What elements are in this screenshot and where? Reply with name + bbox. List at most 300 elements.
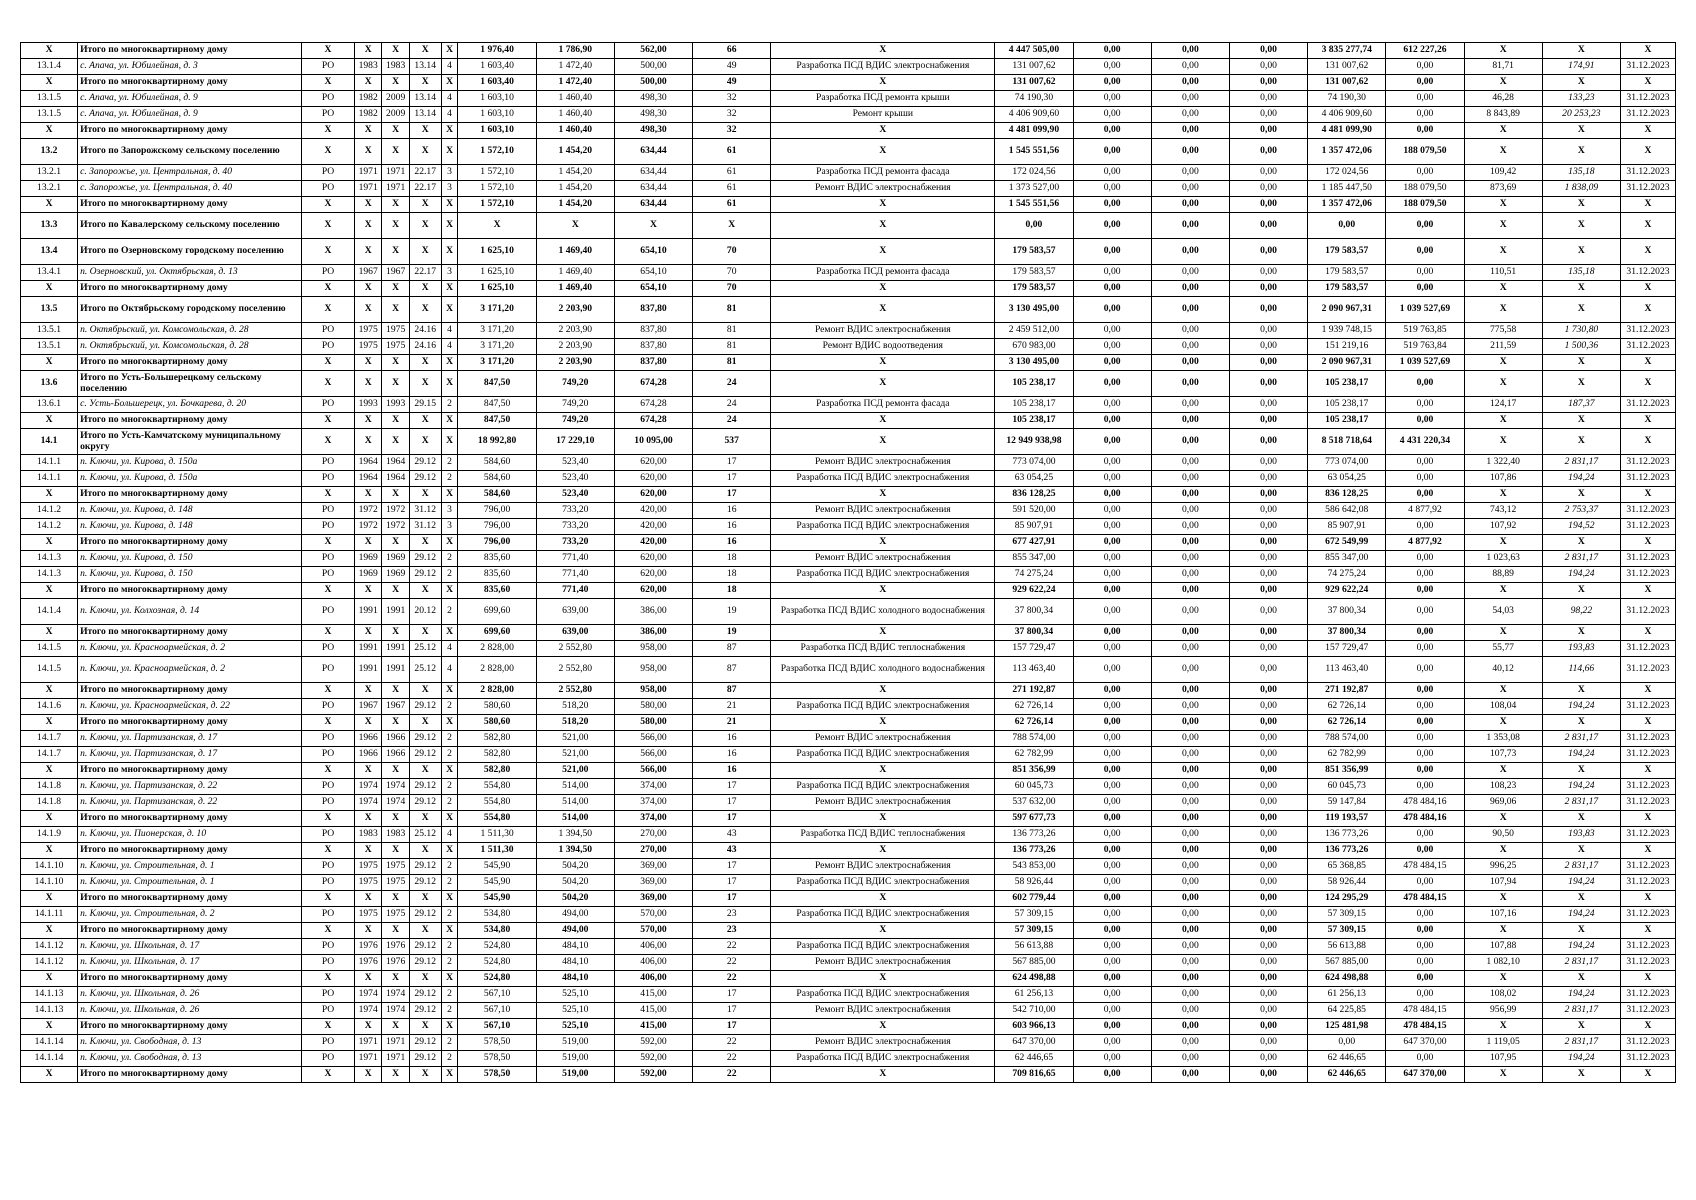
- floors-count-cell: 2: [441, 1051, 458, 1067]
- regional-funds-cell: 0,00: [1151, 567, 1229, 583]
- work-type-cell: Разработка ПСД ВДИС электроснабжения: [771, 939, 995, 955]
- regional-funds-cell: 0,00: [1151, 599, 1229, 625]
- row-number-cell: 13.6: [21, 371, 78, 397]
- deadline-cell: 31.12.2023: [1620, 641, 1675, 657]
- total-area-cell: 699,60: [458, 599, 536, 625]
- year-renovated-cell: X: [382, 625, 409, 641]
- residents-count-cell: 32: [693, 91, 771, 107]
- work-type-cell: Разработка ПСД ВДИС электроснабжения: [771, 567, 995, 583]
- wall-material-code-cell: 13.14: [409, 59, 441, 75]
- local-funds-cell: 0,00: [1229, 1003, 1307, 1019]
- residential-area-cell: 1 454,20: [536, 181, 614, 197]
- local-funds-cell: 0,00: [1229, 213, 1307, 239]
- nonresidential-area-cell: 958,00: [614, 683, 692, 699]
- other-funds-cell: 0,00: [1386, 487, 1464, 503]
- max-unit-cost-cell: 2 831,17: [1542, 1003, 1620, 1019]
- local-funds-cell: 0,00: [1229, 239, 1307, 265]
- floors-count-cell: 2: [441, 397, 458, 413]
- deadline-cell: X: [1620, 843, 1675, 859]
- local-funds-cell: 0,00: [1229, 123, 1307, 139]
- work-type-cell: Разработка ПСД ВДИС электроснабжения: [771, 779, 995, 795]
- year-built-cell: X: [354, 297, 381, 323]
- year-renovated-cell: X: [382, 281, 409, 297]
- status-code-cell: X: [302, 75, 355, 91]
- owners-funds-cell: 62 726,14: [1308, 699, 1386, 715]
- year-built-cell: 1969: [354, 567, 381, 583]
- other-funds-cell: 188 079,50: [1386, 139, 1464, 165]
- unit-cost-cell: X: [1464, 123, 1542, 139]
- residential-area-cell: 1 469,40: [536, 239, 614, 265]
- local-funds-cell: 0,00: [1229, 567, 1307, 583]
- year-renovated-cell: X: [382, 429, 409, 455]
- federal-funds-cell: 0,00: [1073, 1051, 1151, 1067]
- work-type-cell: X: [771, 971, 995, 987]
- owners-funds-cell: 3 835 277,74: [1308, 43, 1386, 59]
- residents-count-cell: 22: [693, 971, 771, 987]
- nonresidential-area-cell: 374,00: [614, 811, 692, 827]
- year-built-cell: 1975: [354, 859, 381, 875]
- local-funds-cell: 0,00: [1229, 923, 1307, 939]
- work-type-cell: Разработка ПСД ремонта фасада: [771, 265, 995, 281]
- year-renovated-cell: 1964: [382, 455, 409, 471]
- owners-funds-cell: 37 800,34: [1308, 599, 1386, 625]
- status-code-cell: РО: [302, 1051, 355, 1067]
- residential-area-cell: 749,20: [536, 397, 614, 413]
- nonresidential-area-cell: 570,00: [614, 907, 692, 923]
- work-type-cell: X: [771, 239, 995, 265]
- status-code-cell: X: [302, 625, 355, 641]
- residents-count-cell: 81: [693, 297, 771, 323]
- max-unit-cost-cell: X: [1542, 583, 1620, 599]
- regional-funds-cell: 0,00: [1151, 107, 1229, 123]
- regional-funds-cell: 0,00: [1151, 641, 1229, 657]
- floors-count-cell: 2: [441, 567, 458, 583]
- federal-funds-cell: 0,00: [1073, 763, 1151, 779]
- local-funds-cell: 0,00: [1229, 165, 1307, 181]
- total-area-cell: 578,50: [458, 1067, 536, 1083]
- deadline-cell: 31.12.2023: [1620, 1003, 1675, 1019]
- wall-material-code-cell: X: [409, 715, 441, 731]
- max-unit-cost-cell: 187,37: [1542, 397, 1620, 413]
- wall-material-code-cell: 29.12: [409, 1035, 441, 1051]
- max-unit-cost-cell: X: [1542, 281, 1620, 297]
- residential-area-cell: 1 394,50: [536, 843, 614, 859]
- year-built-cell: 1976: [354, 939, 381, 955]
- floors-count-cell: 4: [441, 107, 458, 123]
- work-type-cell: X: [771, 1019, 995, 1035]
- residential-area-cell: 521,00: [536, 763, 614, 779]
- nonresidential-area-cell: 570,00: [614, 923, 692, 939]
- regional-funds-cell: 0,00: [1151, 875, 1229, 891]
- total-area-cell: 584,60: [458, 471, 536, 487]
- owners-funds-cell: 64 225,85: [1308, 1003, 1386, 1019]
- year-renovated-cell: 1969: [382, 567, 409, 583]
- max-unit-cost-cell: X: [1542, 239, 1620, 265]
- unit-cost-cell: 109,42: [1464, 165, 1542, 181]
- floors-count-cell: 4: [441, 827, 458, 843]
- row-number-cell: 14.1.14: [21, 1051, 78, 1067]
- owners-funds-cell: 172 024,56: [1308, 165, 1386, 181]
- year-renovated-cell: X: [382, 239, 409, 265]
- total-area-cell: 835,60: [458, 551, 536, 567]
- total-area-cell: 3 171,20: [458, 323, 536, 339]
- row-number-cell: 13.5.1: [21, 339, 78, 355]
- federal-funds-cell: 0,00: [1073, 811, 1151, 827]
- total-cost-cell: 157 729,47: [995, 641, 1073, 657]
- max-unit-cost-cell: 194,52: [1542, 519, 1620, 535]
- regional-funds-cell: 0,00: [1151, 715, 1229, 731]
- total-row: [21, 625, 1676, 641]
- year-renovated-cell: 1975: [382, 339, 409, 355]
- local-funds-cell: 0,00: [1229, 811, 1307, 827]
- total-area-cell: 2 828,00: [458, 657, 536, 683]
- table-body: [21, 43, 1676, 1083]
- residents-count-cell: 87: [693, 641, 771, 657]
- federal-funds-cell: 0,00: [1073, 197, 1151, 213]
- deadline-cell: 31.12.2023: [1620, 397, 1675, 413]
- unit-cost-cell: X: [1464, 43, 1542, 59]
- year-renovated-cell: X: [382, 971, 409, 987]
- unit-cost-cell: 775,58: [1464, 323, 1542, 339]
- federal-funds-cell: 0,00: [1073, 397, 1151, 413]
- total-cost-cell: 3 130 495,00: [995, 355, 1073, 371]
- local-funds-cell: 0,00: [1229, 297, 1307, 323]
- nonresidential-area-cell: 674,28: [614, 413, 692, 429]
- year-built-cell: X: [354, 123, 381, 139]
- deadline-cell: X: [1620, 371, 1675, 397]
- federal-funds-cell: 0,00: [1073, 827, 1151, 843]
- year-renovated-cell: X: [382, 43, 409, 59]
- total-row: [21, 429, 1676, 455]
- unit-cost-cell: X: [1464, 923, 1542, 939]
- local-funds-cell: 0,00: [1229, 1051, 1307, 1067]
- residents-count-cell: 17: [693, 487, 771, 503]
- object-address-cell: п. Ключи, ул. Кирова, д. 150: [78, 567, 302, 583]
- total-row: [21, 281, 1676, 297]
- total-cost-cell: 1 545 551,56: [995, 139, 1073, 165]
- unit-cost-cell: 8 843,89: [1464, 107, 1542, 123]
- row-number-cell: 14.1.6: [21, 699, 78, 715]
- other-funds-cell: 0,00: [1386, 91, 1464, 107]
- total-cost-cell: 62 782,99: [995, 747, 1073, 763]
- wall-material-code-cell: X: [409, 239, 441, 265]
- wall-material-code-cell: 29.12: [409, 875, 441, 891]
- object-address-cell: с. Запорожье, ул. Центральная, д. 40: [78, 165, 302, 181]
- floors-count-cell: X: [441, 281, 458, 297]
- deadline-cell: 31.12.2023: [1620, 795, 1675, 811]
- work-type-cell: Разработка ПСД ВДИС электроснабжения: [771, 747, 995, 763]
- object-address-cell: Итого по многоквартирному дому: [78, 971, 302, 987]
- owners-funds-cell: 179 583,57: [1308, 265, 1386, 281]
- work-type-cell: Ремонт ВДИС электроснабжения: [771, 181, 995, 197]
- federal-funds-cell: 0,00: [1073, 371, 1151, 397]
- max-unit-cost-cell: X: [1542, 843, 1620, 859]
- year-built-cell: 1964: [354, 455, 381, 471]
- row-number-cell: X: [21, 123, 78, 139]
- unit-cost-cell: 107,73: [1464, 747, 1542, 763]
- nonresidential-area-cell: 634,44: [614, 197, 692, 213]
- year-built-cell: 1971: [354, 181, 381, 197]
- year-built-cell: X: [354, 1019, 381, 1035]
- object-address-cell: Итого по многоквартирному дому: [78, 413, 302, 429]
- wall-material-code-cell: X: [409, 971, 441, 987]
- year-built-cell: X: [354, 923, 381, 939]
- nonresidential-area-cell: 620,00: [614, 471, 692, 487]
- deadline-cell: 31.12.2023: [1620, 699, 1675, 715]
- max-unit-cost-cell: 135,18: [1542, 165, 1620, 181]
- floors-count-cell: 2: [441, 987, 458, 1003]
- row-number-cell: X: [21, 75, 78, 91]
- nonresidential-area-cell: 369,00: [614, 859, 692, 875]
- owners-funds-cell: 1 939 748,15: [1308, 323, 1386, 339]
- residential-area-cell: 2 552,80: [536, 641, 614, 657]
- object-address-cell: п. Ключи, ул. Строительная, д. 1: [78, 859, 302, 875]
- floors-count-cell: X: [441, 1019, 458, 1035]
- total-area-cell: 545,90: [458, 859, 536, 875]
- row-number-cell: X: [21, 583, 78, 599]
- status-code-cell: РО: [302, 657, 355, 683]
- nonresidential-area-cell: 500,00: [614, 59, 692, 75]
- wall-material-code-cell: 22.17: [409, 181, 441, 197]
- wall-material-code-cell: X: [409, 625, 441, 641]
- owners-funds-cell: 136 773,26: [1308, 827, 1386, 843]
- total-cost-cell: 56 613,88: [995, 939, 1073, 955]
- floors-count-cell: X: [441, 429, 458, 455]
- floors-count-cell: 2: [441, 747, 458, 763]
- work-type-cell: Разработка ПСД ВДИС теплоснабжения: [771, 827, 995, 843]
- max-unit-cost-cell: X: [1542, 763, 1620, 779]
- residents-count-cell: 17: [693, 987, 771, 1003]
- regional-funds-cell: 0,00: [1151, 413, 1229, 429]
- federal-funds-cell: 0,00: [1073, 625, 1151, 641]
- total-row: [21, 123, 1676, 139]
- max-unit-cost-cell: 2 753,37: [1542, 503, 1620, 519]
- year-renovated-cell: X: [382, 413, 409, 429]
- status-code-cell: X: [302, 139, 355, 165]
- status-code-cell: РО: [302, 827, 355, 843]
- wall-material-code-cell: 29.12: [409, 551, 441, 567]
- object-address-cell: с. Апача, ул. Юбилейная, д. 3: [78, 59, 302, 75]
- floors-count-cell: X: [441, 139, 458, 165]
- work-type-cell: X: [771, 123, 995, 139]
- wall-material-code-cell: 29.12: [409, 859, 441, 875]
- federal-funds-cell: 0,00: [1073, 583, 1151, 599]
- residents-count-cell: 22: [693, 939, 771, 955]
- regional-funds-cell: 0,00: [1151, 519, 1229, 535]
- local-funds-cell: 0,00: [1229, 43, 1307, 59]
- status-code-cell: X: [302, 715, 355, 731]
- row-number-cell: X: [21, 1067, 78, 1083]
- residents-count-cell: 17: [693, 811, 771, 827]
- max-unit-cost-cell: X: [1542, 683, 1620, 699]
- max-unit-cost-cell: X: [1542, 487, 1620, 503]
- deadline-cell: X: [1620, 281, 1675, 297]
- capital-repair-plan-sheet: [20, 42, 1676, 1083]
- other-funds-cell: 0,00: [1386, 641, 1464, 657]
- work-type-cell: X: [771, 1067, 995, 1083]
- max-unit-cost-cell: X: [1542, 891, 1620, 907]
- regional-funds-cell: 0,00: [1151, 891, 1229, 907]
- wall-material-code-cell: 13.14: [409, 107, 441, 123]
- floors-count-cell: X: [441, 213, 458, 239]
- object-address-cell: п. Ключи, ул. Свободная, д. 13: [78, 1035, 302, 1051]
- owners-funds-cell: 855 347,00: [1308, 551, 1386, 567]
- owners-funds-cell: 105 238,17: [1308, 397, 1386, 413]
- total-cost-cell: 1 545 551,56: [995, 197, 1073, 213]
- year-built-cell: 1991: [354, 599, 381, 625]
- deadline-cell: 31.12.2023: [1620, 165, 1675, 181]
- floors-count-cell: 2: [441, 939, 458, 955]
- table-row: [21, 107, 1676, 123]
- unit-cost-cell: 996,25: [1464, 859, 1542, 875]
- total-cost-cell: 172 024,56: [995, 165, 1073, 181]
- regional-funds-cell: 0,00: [1151, 471, 1229, 487]
- owners-funds-cell: 271 192,87: [1308, 683, 1386, 699]
- floors-count-cell: 2: [441, 699, 458, 715]
- total-cost-cell: 602 779,44: [995, 891, 1073, 907]
- regional-funds-cell: 0,00: [1151, 197, 1229, 213]
- floors-count-cell: X: [441, 487, 458, 503]
- residential-area-cell: 1 460,40: [536, 123, 614, 139]
- unit-cost-cell: 54,03: [1464, 599, 1542, 625]
- residents-count-cell: 17: [693, 875, 771, 891]
- deadline-cell: 31.12.2023: [1620, 1035, 1675, 1051]
- row-number-cell: X: [21, 971, 78, 987]
- nonresidential-area-cell: X: [614, 213, 692, 239]
- total-area-cell: 1 625,10: [458, 239, 536, 265]
- status-code-cell: X: [302, 535, 355, 551]
- repair-plan-table: [20, 42, 1676, 1083]
- regional-funds-cell: 0,00: [1151, 583, 1229, 599]
- year-built-cell: 1971: [354, 165, 381, 181]
- max-unit-cost-cell: 2 831,17: [1542, 731, 1620, 747]
- deadline-cell: 31.12.2023: [1620, 955, 1675, 971]
- regional-funds-cell: 0,00: [1151, 955, 1229, 971]
- total-row: [21, 843, 1676, 859]
- local-funds-cell: 0,00: [1229, 763, 1307, 779]
- residential-area-cell: 771,40: [536, 567, 614, 583]
- max-unit-cost-cell: 2 831,17: [1542, 955, 1620, 971]
- deadline-cell: X: [1620, 583, 1675, 599]
- table-row: [21, 91, 1676, 107]
- total-cost-cell: 57 309,15: [995, 907, 1073, 923]
- object-address-cell: п. Ключи, ул. Школьная, д. 17: [78, 939, 302, 955]
- federal-funds-cell: 0,00: [1073, 487, 1151, 503]
- total-area-cell: 835,60: [458, 583, 536, 599]
- unit-cost-cell: 55,77: [1464, 641, 1542, 657]
- year-built-cell: 1993: [354, 397, 381, 413]
- object-address-cell: Итого по многоквартирному дому: [78, 683, 302, 699]
- status-code-cell: X: [302, 971, 355, 987]
- regional-funds-cell: 0,00: [1151, 795, 1229, 811]
- residential-area-cell: 1 460,40: [536, 91, 614, 107]
- object-address-cell: п. Ключи, ул. Партизанская, д. 22: [78, 779, 302, 795]
- total-area-cell: 1 603,10: [458, 91, 536, 107]
- wall-material-code-cell: X: [409, 923, 441, 939]
- owners-funds-cell: 113 463,40: [1308, 657, 1386, 683]
- work-type-cell: X: [771, 139, 995, 165]
- row-number-cell: 13.4.1: [21, 265, 78, 281]
- max-unit-cost-cell: 1 500,36: [1542, 339, 1620, 355]
- total-cost-cell: 709 816,65: [995, 1067, 1073, 1083]
- status-code-cell: X: [302, 413, 355, 429]
- total-cost-cell: 131 007,62: [995, 75, 1073, 91]
- max-unit-cost-cell: 135,18: [1542, 265, 1620, 281]
- federal-funds-cell: 0,00: [1073, 355, 1151, 371]
- floors-count-cell: X: [441, 297, 458, 323]
- work-type-cell: Ремонт крыши: [771, 107, 995, 123]
- nonresidential-area-cell: 420,00: [614, 535, 692, 551]
- residential-area-cell: 1 472,40: [536, 75, 614, 91]
- total-cost-cell: 105 238,17: [995, 413, 1073, 429]
- nonresidential-area-cell: 958,00: [614, 641, 692, 657]
- year-renovated-cell: 1969: [382, 551, 409, 567]
- nonresidential-area-cell: 837,80: [614, 355, 692, 371]
- object-address-cell: с. Запорожье, ул. Центральная, д. 40: [78, 181, 302, 197]
- federal-funds-cell: 0,00: [1073, 535, 1151, 551]
- federal-funds-cell: 0,00: [1073, 599, 1151, 625]
- local-funds-cell: 0,00: [1229, 657, 1307, 683]
- total-area-cell: 1 976,40: [458, 43, 536, 59]
- total-cost-cell: 60 045,73: [995, 779, 1073, 795]
- residential-area-cell: 484,10: [536, 971, 614, 987]
- unit-cost-cell: 81,71: [1464, 59, 1542, 75]
- status-code-cell: РО: [302, 323, 355, 339]
- total-cost-cell: 855 347,00: [995, 551, 1073, 567]
- nonresidential-area-cell: 415,00: [614, 1003, 692, 1019]
- total-area-cell: 567,10: [458, 1019, 536, 1035]
- total-area-cell: 524,80: [458, 939, 536, 955]
- residents-count-cell: 17: [693, 471, 771, 487]
- row-number-cell: X: [21, 763, 78, 779]
- total-area-cell: 582,80: [458, 763, 536, 779]
- other-funds-cell: 188 079,50: [1386, 197, 1464, 213]
- year-built-cell: 1983: [354, 827, 381, 843]
- row-number-cell: X: [21, 1019, 78, 1035]
- total-row: [21, 891, 1676, 907]
- other-funds-cell: 647 370,00: [1386, 1067, 1464, 1083]
- status-code-cell: РО: [302, 779, 355, 795]
- other-funds-cell: 0,00: [1386, 165, 1464, 181]
- total-row: [21, 1019, 1676, 1035]
- deadline-cell: X: [1620, 715, 1675, 731]
- federal-funds-cell: 0,00: [1073, 413, 1151, 429]
- other-funds-cell: 0,00: [1386, 107, 1464, 123]
- residents-count-cell: 87: [693, 683, 771, 699]
- residents-count-cell: 61: [693, 165, 771, 181]
- year-renovated-cell: 2009: [382, 107, 409, 123]
- year-built-cell: X: [354, 239, 381, 265]
- object-address-cell: Итого по многоквартирному дому: [78, 197, 302, 213]
- regional-funds-cell: 0,00: [1151, 1003, 1229, 1019]
- unit-cost-cell: 108,02: [1464, 987, 1542, 1003]
- total-area-cell: 3 171,20: [458, 355, 536, 371]
- floors-count-cell: 2: [441, 955, 458, 971]
- object-address-cell: п. Ключи, ул. Кирова, д. 150а: [78, 455, 302, 471]
- max-unit-cost-cell: 2 831,17: [1542, 455, 1620, 471]
- total-cost-cell: 61 256,13: [995, 987, 1073, 1003]
- year-renovated-cell: 1972: [382, 519, 409, 535]
- row-number-cell: 13.1.5: [21, 107, 78, 123]
- deadline-cell: X: [1620, 1067, 1675, 1083]
- deadline-cell: 31.12.2023: [1620, 779, 1675, 795]
- other-funds-cell: 0,00: [1386, 239, 1464, 265]
- year-renovated-cell: X: [382, 297, 409, 323]
- residential-area-cell: 504,20: [536, 859, 614, 875]
- residents-count-cell: 24: [693, 371, 771, 397]
- total-area-cell: 1 603,40: [458, 59, 536, 75]
- max-unit-cost-cell: 194,24: [1542, 567, 1620, 583]
